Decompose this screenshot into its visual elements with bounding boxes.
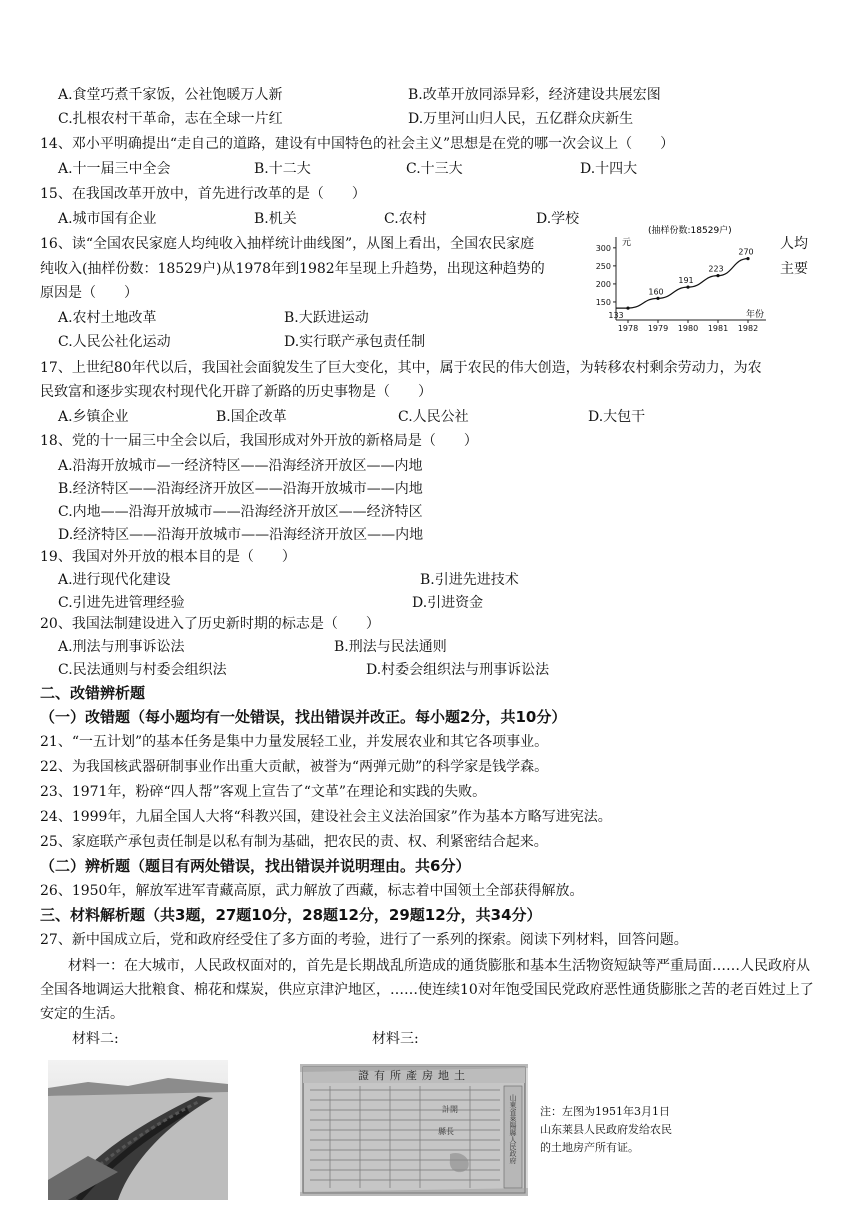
q20-option-c: C.民法通则与村委会组织法: [58, 662, 227, 678]
q27-stem: 27、新中国成立后，党和政府经受住了多方面的考验，进行了一系列的探索。阅读下列材料，回答问题。: [40, 932, 688, 948]
certificate-note-line3: 的土地房产所有证。: [540, 1141, 639, 1154]
chart-x-tick-label: 1978: [617, 324, 639, 333]
chart-data-label: 191: [678, 276, 694, 286]
certificate-inner-text-2: 縣長: [438, 1127, 454, 1136]
chart-x-tick-label: 1980: [677, 324, 699, 333]
section2-title: 二、改错辨析题: [40, 684, 146, 702]
chart-y-tick-label: 150: [596, 297, 611, 307]
chart-data-label: 160: [648, 287, 664, 297]
q16-stem-line1-end: 人均: [780, 236, 808, 252]
certificate-note-line2: 山东莱县人民政府发给农民: [540, 1123, 672, 1136]
q15-stem: 15、在我国改革开放中，首先进行改革的是（ ）: [40, 186, 366, 202]
land-certificate-photo: [300, 1064, 528, 1196]
chart-y-axis-label: 元: [622, 238, 632, 248]
q15-option-a: A.城市国有企业: [58, 211, 157, 227]
q23: 23、1971年，粉碎“四人帮”客观上宣告了“文革”在理论和实践的失败。: [40, 784, 487, 800]
q14-option-d: D.十四大: [580, 161, 638, 177]
q17-option-d: D.大包干: [588, 409, 646, 425]
q18-option-b: B.经济特区——沿海经济开放区——沿海开放城市——内地: [58, 481, 423, 497]
q20-option-d: D.村委会组织法与刑事诉讼法: [366, 662, 550, 678]
q16-option-d: D.实行联产承包责任制: [284, 334, 426, 350]
chart-data-label: 223: [708, 264, 724, 274]
q19-option-c: C.引进先进管理经验: [58, 595, 185, 611]
q15-option-c: C.农村: [384, 211, 427, 227]
q17-stem-line1: 17、上世纪80年代以后，我国社会面貌发生了巨大变化，其中，属于农民的伟大创造，为转移农村剩余劳动力，为农: [40, 360, 762, 376]
q13-option-b: B.改革开放同添异彩，经济建设共展宏图: [408, 87, 661, 103]
chart-x-tick-label: 1982: [737, 324, 759, 333]
q20-option-a: A.刑法与刑事诉讼法: [58, 639, 185, 655]
section3-title: 三、材料解析题（共3题，27题10分，28题12分，29题12分，共34分）: [40, 906, 542, 924]
chart-y-tick-label: 250: [596, 261, 611, 271]
material-1: 材料一：在大城市，人民政权面对的，首先是长期战乱所造成的通货膨胀和基本生活物资短缺等严重局面……人民政府从全国各地调运大批粮食、棉花和煤炭，供应京津沪地区，……使连续10对年饱受国民党政府恶性通货膨胀之苦的老百姓过上了安定的生活。: [40, 958, 814, 1022]
q14-option-b: B.十二大: [254, 161, 311, 177]
q19-stem: 19、我国对外开放的根本目的是（ ）: [40, 549, 296, 565]
q14-option-c: C.十三大: [406, 161, 463, 177]
q15-option-d: D.学校: [536, 211, 580, 227]
chart-data-point: [686, 286, 689, 289]
chart-data-label: 270: [738, 247, 754, 257]
q17-option-c: C.人民公社: [398, 409, 469, 425]
q16-stem-line2-end: 主要: [780, 261, 808, 277]
q25: 25、家庭联产承包责任制是以私有制为基础，把农民的责、权、利紧密结合起来。: [40, 834, 548, 850]
certificate-inner-text: 計開: [442, 1105, 458, 1114]
chart-data-point: [746, 257, 749, 260]
q13-option-d: D.万里河山归人民，五亿群众庆新生: [408, 111, 634, 127]
q16-option-c: C.人民公社化运动: [58, 334, 171, 350]
income-line-chart: [596, 222, 776, 334]
q24: 24、1999年，九届全国人大将“科教兴国，建设社会主义法治国家”作为基本方略写进宪法。: [40, 809, 612, 825]
q16-stem-line3: 原因是（ ）: [40, 285, 138, 301]
section2-sub1: （一）改错题（每小题均有一处错误，找出错误并改正。每小题2分，共10分）: [40, 708, 567, 726]
material-2-label: 材料二:: [72, 1031, 119, 1047]
chart-x-tick-label: 1979: [647, 324, 669, 333]
q16-option-b: B.大跃进运动: [284, 310, 369, 326]
q16-stem-line1: 16、读“全国农民家庭人均纯收入抽样统计曲线图”，从图上看出，全国农民家庭: [40, 236, 535, 252]
q18-option-a: A.沿海开放城市—一经济特区——沿海经济开放区——内地: [58, 458, 423, 474]
material-3-label: 材料三:: [372, 1031, 419, 1047]
chart-data-label: 133: [608, 311, 624, 321]
q18-stem: 18、党的十一届三中全会以后，我国形成对外开放的新格局是（ ）: [40, 433, 478, 449]
chart-data-point: [626, 306, 629, 309]
troops-march-photo: [48, 1060, 228, 1200]
section2-sub2: （二）辨析题（题目有两处错误，找出错误并说明理由。共6分）: [40, 857, 471, 875]
chart-data-point: [716, 274, 719, 277]
q15-option-b: B.机关: [254, 211, 297, 227]
certificate-note-line1: 注：左图为1951年3月1日: [540, 1105, 670, 1118]
q18-option-d: D.经济特区——沿海开放城市——沿海经济开放区——内地: [58, 527, 424, 543]
q17-stem-line2: 民致富和逐步实现农村现代化开辟了新路的历史事物是（ ）: [40, 384, 432, 400]
q19-option-a: A.进行现代化建设: [58, 572, 171, 588]
q18-option-c: C.内地——沿海开放城市——沿海经济开放区——经济特区: [58, 504, 423, 520]
q22: 22、为我国核武器研制事业作出重大贡献，被誉为“两弹元勋”的科学家是钱学森。: [40, 759, 549, 775]
q17-option-b: B.国企改革: [216, 409, 287, 425]
chart-x-tick-label: 1981: [707, 324, 729, 333]
q13-option-c: C.扎根农村干革命，志在全球一片红: [58, 111, 283, 127]
certificate-title: 證有所產房地土: [358, 1069, 470, 1082]
q20-option-b: B.刑法与民法通则: [334, 639, 447, 655]
q13-option-a: A.食堂巧煮千家饭，公社饱暖万人新: [58, 87, 283, 103]
chart-x-axis-label: 年份: [746, 310, 765, 320]
q17-option-a: A.乡镇企业: [58, 409, 129, 425]
q16-stem-line2: 纯收入(抽样份数：18529户)从1978年到1982年呈现上升趋势，出现这种趋势的: [40, 261, 545, 277]
chart-y-tick-label: 300: [596, 243, 611, 253]
q19-option-d: D.引进资金: [412, 595, 484, 611]
q26: 26、1950年，解放军进军青藏高原，武力解放了西藏，标志着中国领土全部获得解放。: [40, 883, 584, 899]
chart-data-point: [656, 297, 659, 300]
q19-option-b: B.引进先进技术: [420, 572, 519, 588]
q16-option-a: A.农村土地改革: [58, 310, 157, 326]
q14-stem: 14、邓小平明确提出“走自己的道路，建设有中国特色的社会主义”思想是在党的哪一次会议上（ ）: [40, 136, 675, 152]
certificate-side-text: 山東省萊陽縣人民政府: [509, 1094, 517, 1164]
q14-option-a: A.十一届三中全会: [58, 161, 171, 177]
chart-y-tick-label: 200: [596, 279, 611, 289]
q20-stem: 20、我国法制建设进入了历史新时期的标志是（ ）: [40, 616, 380, 632]
q21: 21、“一五计划”的基本任务是集中力量发展轻工业，并发展农业和其它各项事业。: [40, 734, 549, 750]
chart-title: (抽样份数:18529户): [648, 226, 732, 236]
